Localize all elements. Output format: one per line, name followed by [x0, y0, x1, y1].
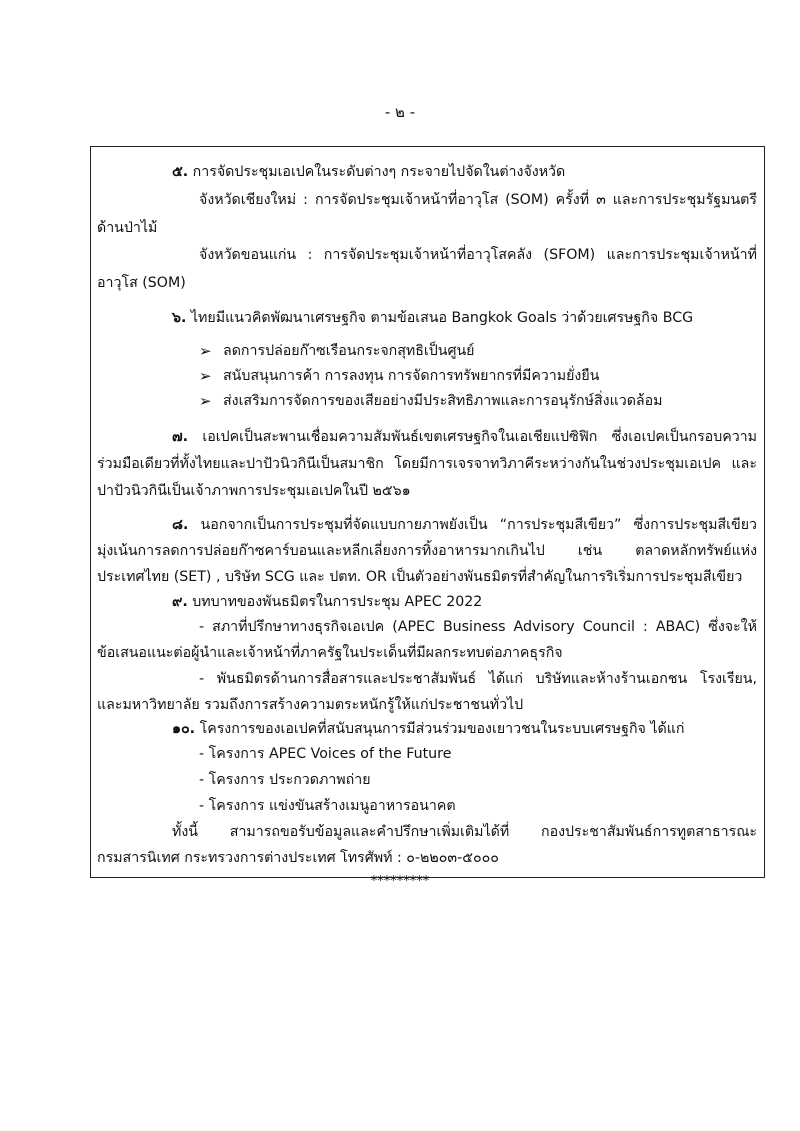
bcg-bullet-text: สนับสนุนการค้า การลงทุน การจัดการทรัพยากรที่มีความยั่งยืน — [223, 368, 600, 384]
youth-project-3: - โครงการ แข่งขันสร้างเมนูอาหารอนาคต — [199, 798, 456, 814]
section-7-line-3: ปาปัวนิวกินีเป็นเจ้าภาพการประชุมเอเปคในปี ๒๕๖๑ — [97, 483, 411, 499]
section-6-number: ๖. — [172, 310, 187, 326]
end-mark: ********* — [370, 874, 430, 889]
section-10-title: โครงการของเอเปคที่สนับสนุนการมีส่วนร่วมของเยาวชนในระบบเศรษฐกิจ ได้แก่ — [199, 721, 685, 737]
bcg-bullet-text: ส่งเสริมการจัดการของเสียอย่างมีประสิทธิภาพและการอนุรักษ์สิ่งแวดล้อม — [223, 393, 663, 409]
youth-project-2: - โครงการ ประกวดภาพถ่าย — [199, 772, 371, 788]
section-8-line-2: มุ่งเน้นการลดการปล่อยก๊าซคาร์บอนและหลีกเลี่ยงการทิ้งอาหารมากเกินไป เช่น ตลาดหลักทรัพย์แห่ง — [97, 543, 757, 559]
section-6-title: ไทยมีแนวคิดพัฒนาเศรษฐกิจ ตามข้อเสนอ Bangkok Goals ว่าด้วยเศรษฐกิจ BCG — [190, 310, 694, 326]
arrow-bullet-icon: ➢ — [199, 342, 212, 360]
abac-line-2: ข้อเสนอแนะต่อผู้นำและเจ้าหน้าที่ภาครัฐในประเด็นที่มีผลกระทบต่อภาคธุรกิจ — [97, 645, 563, 661]
closing-line-2: กรมสารนิเทศ กระทรวงการต่างประเทศ โทรศัพท์ : ๐-๒๒๐๓-๕๐๐๐ — [97, 850, 499, 866]
arrow-bullet-icon: ➢ — [199, 367, 212, 385]
pr-line-1: - พันธมิตรด้านการสื่อสารและประชาสัมพันธ์ ได้แก่ บริษัทและห้างร้านเอกชน โรงเรียน, — [199, 671, 757, 687]
section-7-line-2: ร่วมมือเดียวที่ทั้งไทยและปาปัวนิวกินีเป็นสมาชิก โดยมีการเจรจาทวิภาคีระหว่างกันในช่วงประชุมเอเปค และ — [97, 456, 757, 472]
section-10-number: ๑๐. — [172, 721, 196, 737]
closing-line-1: ทั้งนี้ สามารถขอรับข้อมูลและคำปรึกษาเพิ่มเติมได้ที่ กองประชาสัมพันธ์การทูตสาธารณะ — [172, 824, 757, 840]
chiangmai-line-1: จังหวัดเชียงใหม่ : การจัดประชุมเจ้าหน้าที่อาวุโส (SOM) ครั้งที่ ๓ และการประชุมรัฐมนตรี — [199, 192, 757, 208]
section-8-text: นอกจากเป็นการประชุมที่จัดแบบกายภาพยังเป็น “การประชุมสีเขียว” ซึ่งการประชุมสีเขียว — [200, 517, 757, 533]
page-number: - ๒ - — [384, 103, 416, 121]
section-8-line-1 — [172, 516, 757, 534]
abac-line-1: - สภาที่ปรึกษาทางธุรกิจเอเปค (APEC Business Advisory Council : ABAC) ซึ่งจะให้ — [199, 619, 757, 635]
khonkaen-line-1: จังหวัดขอนแก่น : การจัดประชุมเจ้าหน้าที่อาวุโสคลัง (SFOM) และการประชุมเจ้าหน้าที่ — [199, 247, 757, 263]
chiangmai-line-2: ด้านป่าไม้ — [97, 220, 158, 236]
section-7-number: ๗. — [172, 429, 189, 445]
youth-project-1: - โครงการ APEC Voices of the Future — [199, 746, 452, 762]
bcg-bullet-text: ลดการปล่อยก๊าซเรือนกระจกสุทธิเป็นศูนย์ — [223, 343, 475, 359]
section-6-heading — [172, 309, 693, 327]
section-8-number: ๘. — [172, 517, 189, 533]
bcg-bullet-2 — [199, 367, 599, 385]
section-5-heading — [172, 163, 565, 181]
section-7-line-1 — [172, 428, 757, 446]
section-7-text: เอเปคเป็นสะพานเชื่อมความสัมพันธ์เขตเศรษฐกิจในเอเชียแปซิฟิก ซึ่งเอเปคเป็นกรอบความ — [202, 429, 757, 445]
section-5-title: การจัดประชุมเอเปคในระดับต่างๆ กระจายไปจัดในต่างจังหวัด — [192, 164, 566, 180]
bcg-bullet-1 — [199, 342, 474, 360]
section-10-heading — [172, 720, 684, 738]
section-5-number: ๕. — [172, 164, 189, 180]
section-8-line-3: ประเทศไทย (SET) , บริษัท SCG และ ปตท. OR เป็นตัวอย่างพันธมิตรที่สำคัญในการริเริ่มการประชุมสีเขียว — [97, 569, 743, 585]
arrow-bullet-icon: ➢ — [199, 392, 212, 410]
section-9-title: บทบาทของพันธมิตรในการประชุม APEC 2022 — [192, 594, 483, 610]
section-9-heading — [172, 593, 482, 611]
khonkaen-line-2: อาวุโส (SOM) — [97, 275, 186, 291]
pr-line-2: และมหาวิทยาลัย รวมถึงการสร้างความตระหนักรู้ให้แก่ประชาชนทั่วไป — [97, 697, 524, 713]
bcg-bullet-3 — [199, 392, 662, 410]
section-9-number: ๙. — [172, 594, 188, 610]
